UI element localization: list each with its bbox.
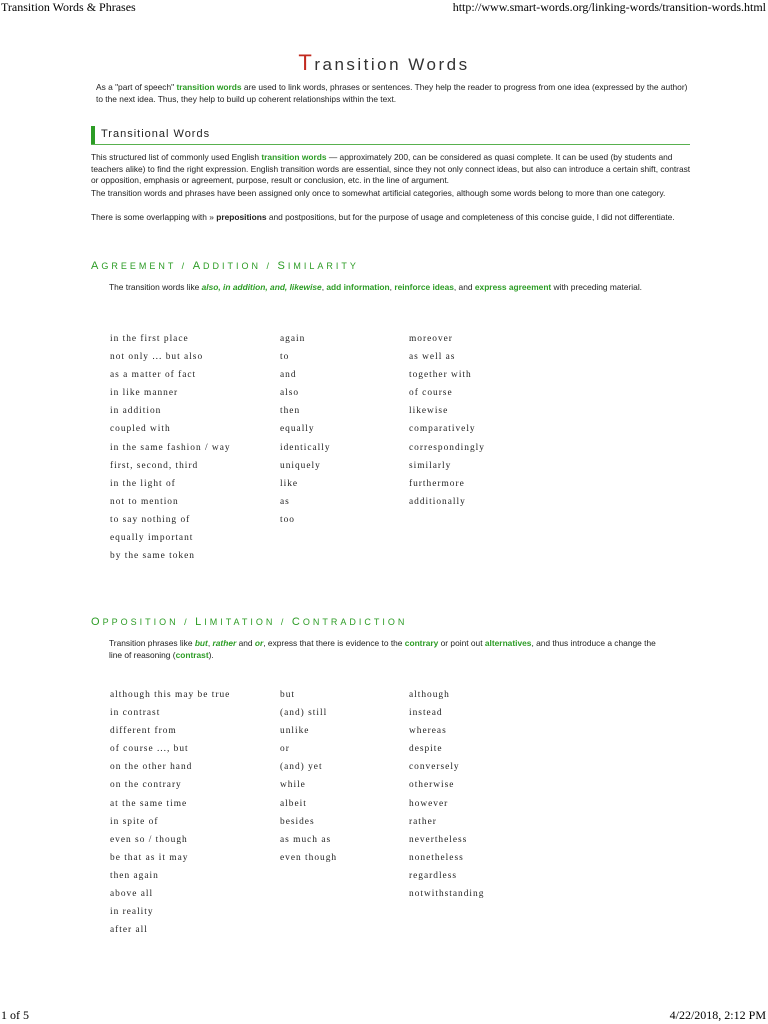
- word-item: identically: [280, 442, 331, 453]
- page-title: [0, 50, 768, 76]
- word-item: not only ... but also: [110, 352, 204, 363]
- word-item: together with: [409, 370, 472, 381]
- category-description-opposition: Transition phrases like but, rather and or, express that there is evidence to the contrary or point out alternatives, and thus introduce a change the line of reasoning (contrast).: [109, 638, 656, 660]
- body-paragraph-2: The transition words and phrases have been assigned only once to somewhat artificial categories, although some words belong to more than one category.: [91, 188, 666, 198]
- document-title: Transition Words & Phrases: [1, 0, 136, 14]
- word-item: or: [280, 744, 290, 755]
- word-item: in like manner: [110, 388, 179, 399]
- word-item: then: [280, 406, 301, 417]
- intro-highlight: transition words: [176, 82, 242, 92]
- body-paragraph-1: This structured list of commonly used English transition words — approximately 200, can be considered as quasi complete. It can be used (by students and teachers alike) to find the right expression. English transition words are essential, since they not only connect ideas, but also can introduce a certain shift, contrast or opposition, emphasis or agreement, purpose, result or conclusion, etc. in the line of argument.: [91, 152, 691, 186]
- section-heading-bar: [91, 126, 95, 144]
- prepositions-link[interactable]: prepositions: [216, 212, 267, 222]
- section-heading: [91, 124, 690, 145]
- word-column: [110, 686, 230, 939]
- word-item: also: [280, 388, 300, 399]
- word-item: nevertheless: [409, 834, 468, 845]
- word-item: then again: [110, 870, 159, 881]
- word-item: similarly: [409, 460, 452, 471]
- word-item: correspondingly: [409, 442, 485, 453]
- word-item: even though: [280, 852, 338, 863]
- body-paragraph-3: There is some overlapping with » prepositions and postpositions, but for the purpose of usage and completeness of this concise guide, I did not differentiate.: [91, 212, 675, 222]
- print-footer: [0, 1008, 768, 1024]
- word-item: to say nothing of: [110, 514, 191, 525]
- page-title-initial: T: [298, 50, 315, 75]
- intro-paragraph: As a "part of speech" transition words are used to link words, phrases or sentences. They help the reader to progress from one idea (expressed by the author) to the next idea. Thus, they help to build up coherent relationships within the text.: [96, 82, 688, 104]
- word-item: albeit: [280, 798, 307, 809]
- word-item: in contrast: [110, 708, 161, 719]
- page-number: 1 of 5: [1, 1008, 29, 1022]
- word-item: as much as: [280, 834, 332, 845]
- word-item: to: [280, 352, 290, 363]
- word-item: nonetheless: [409, 852, 464, 863]
- word-item: and: [280, 370, 297, 381]
- word-item: be that as it may: [110, 852, 189, 863]
- word-item: coupled with: [110, 424, 171, 435]
- word-item: in the first place: [110, 334, 189, 344]
- word-item: despite: [409, 744, 443, 755]
- word-item: first, second, third: [110, 460, 199, 471]
- word-item: in spite of: [110, 816, 159, 827]
- word-item: different from: [110, 726, 177, 737]
- word-item: as a matter of fact: [110, 370, 197, 381]
- word-column: [280, 686, 337, 867]
- category-heading-agreement: AGREEMENT / ADDITION / SIMILARITY: [91, 260, 359, 272]
- word-item: although: [409, 690, 450, 700]
- word-item: even so / though: [110, 834, 188, 845]
- word-item: however: [409, 798, 449, 809]
- word-item: as well as: [409, 352, 456, 363]
- word-item: not to mention: [110, 496, 179, 507]
- word-item: equally important: [110, 533, 194, 544]
- word-item: whereas: [409, 726, 447, 737]
- word-item: rather: [409, 816, 437, 827]
- word-item: uniquely: [280, 460, 321, 471]
- word-item: conversely: [409, 762, 460, 773]
- word-item: as: [280, 496, 290, 507]
- word-item: above all: [110, 889, 154, 900]
- word-item: equally: [280, 424, 315, 435]
- word-item: but: [280, 690, 295, 700]
- page-url[interactable]: http://www.smart-words.org/linking-words/transition-words.html: [452, 0, 766, 14]
- word-item: instead: [409, 708, 443, 719]
- word-item: (and) yet: [280, 762, 323, 773]
- page-title-rest: ransition Words: [314, 55, 470, 74]
- word-item: again: [280, 334, 306, 344]
- word-item: although this may be true: [110, 690, 231, 700]
- word-item: likewise: [409, 406, 449, 417]
- word-item: regardless: [409, 870, 458, 881]
- word-item: in addition: [110, 406, 162, 417]
- word-item: notwithstanding: [409, 889, 485, 900]
- word-item: too: [280, 514, 295, 525]
- word-item: of course ..., but: [110, 744, 189, 755]
- word-item: at the same time: [110, 798, 188, 809]
- word-item: moreover: [409, 334, 453, 344]
- category-heading-opposition: OPPOSITION / LIMITATION / CONTRADICTION: [91, 616, 408, 628]
- word-item: in the same fashion / way: [110, 442, 231, 453]
- print-datetime: 4/22/2018, 2:12 PM: [669, 1008, 766, 1022]
- word-item: in reality: [110, 907, 154, 918]
- word-column: [280, 330, 331, 529]
- word-item: besides: [280, 816, 315, 827]
- word-item: after all: [110, 925, 148, 936]
- word-column: [110, 330, 231, 565]
- word-item: on the contrary: [110, 780, 182, 791]
- category-description-agreement: The transition words like also, in addition, and, likewise, add information, reinforce ideas, and express agreement with preceding material.: [109, 282, 643, 292]
- word-item: by the same token: [110, 551, 195, 562]
- word-item: additionally: [409, 496, 466, 507]
- print-header: [0, 0, 768, 16]
- word-column: [409, 686, 484, 903]
- word-item: on the other hand: [110, 762, 193, 773]
- word-item: in the light of: [110, 478, 176, 489]
- word-item: furthermore: [409, 478, 465, 489]
- word-item: (and) still: [280, 708, 328, 719]
- word-item: of course: [409, 388, 453, 399]
- word-item: comparatively: [409, 424, 476, 435]
- word-item: unlike: [280, 726, 310, 737]
- word-item: like: [280, 478, 299, 489]
- word-item: otherwise: [409, 780, 455, 791]
- section-heading-text: Transitional Words: [101, 128, 211, 140]
- body-highlight: transition words: [261, 152, 327, 162]
- word-column: [409, 330, 485, 511]
- word-item: while: [280, 780, 306, 791]
